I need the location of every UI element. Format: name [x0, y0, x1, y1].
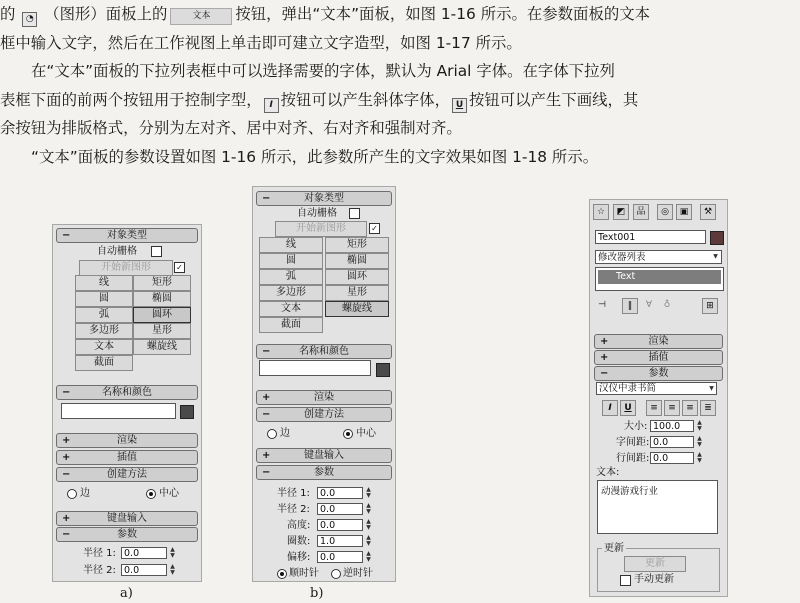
- underline-button[interactable]: U: [620, 400, 636, 416]
- align-center-icon[interactable]: ≡: [664, 400, 680, 416]
- shapes-icon: ◔: [22, 12, 37, 27]
- rectangle-button[interactable]: 矩形: [325, 237, 389, 253]
- rollout-keyboard-entry[interactable]: + 键盘输入: [256, 448, 392, 463]
- start-new-shape-checkbox[interactable]: ✓: [174, 262, 185, 273]
- rollout-label: 创建方法: [107, 469, 147, 480]
- height-label: 高度:: [287, 520, 311, 531]
- italic-button[interactable]: I: [602, 400, 618, 416]
- radius1-spinner[interactable]: ▲ ▼: [170, 546, 175, 559]
- rollout-name-color[interactable]: − 名称和颜色: [56, 385, 198, 400]
- align-right-icon[interactable]: ≡: [682, 400, 698, 416]
- rectangle-button[interactable]: 矩形: [133, 275, 191, 291]
- bias-spinner[interactable]: ▲ ▼: [366, 550, 371, 563]
- text-fragment: 表框下面的前两个按钮用于控制字型，: [0, 90, 262, 109]
- modifier-list-dropdown[interactable]: 修改器列表: [595, 250, 722, 264]
- star-button[interactable]: 星形: [325, 285, 389, 301]
- start-new-shape-button[interactable]: 开始新图形: [275, 221, 367, 237]
- rollout-label: 名称和颜色: [299, 346, 349, 357]
- justify-icon[interactable]: ≣: [700, 400, 716, 416]
- panel-b: [252, 186, 396, 582]
- update-group-label: 更新: [604, 543, 624, 554]
- counterclockwise-radio[interactable]: [331, 569, 341, 579]
- auto-grid-label: 自动栅格: [97, 246, 137, 257]
- text-fragment: （图形）面板上的: [44, 5, 168, 23]
- size-spinner[interactable]: ▲ ▼: [697, 419, 702, 432]
- hierarchy-tab-icon[interactable]: 品: [633, 204, 649, 220]
- line-button[interactable]: 线: [75, 275, 133, 291]
- ellipse-button[interactable]: 椭圆: [133, 291, 191, 307]
- rollout-label: 键盘输入: [107, 513, 147, 524]
- radius2-label: 半径 2:: [277, 504, 310, 515]
- show-end-result-icon[interactable]: ‖: [622, 298, 638, 314]
- radius2-label: 半径 2:: [83, 565, 116, 576]
- section-button[interactable]: 截面: [75, 355, 133, 371]
- clockwise-label: 顺时针: [289, 568, 319, 579]
- circle-button[interactable]: 圆: [75, 291, 133, 307]
- ngon-button[interactable]: 多边形: [75, 323, 133, 339]
- radius1-input[interactable]: 0.0: [317, 487, 363, 499]
- leading-spinner[interactable]: ▲ ▼: [697, 451, 702, 464]
- radius2-input[interactable]: 0.0: [121, 564, 167, 576]
- radius1-label: 半径 1:: [83, 548, 116, 559]
- ellipse-button[interactable]: 椭圆: [325, 253, 389, 269]
- text-line-6: “文本”面板的参数设置如图 1-16 所示，此参数所产生的文字效果如图 1-18 所示。: [31, 147, 599, 166]
- text-line-2: 框中输入文字，然后在工作视图上单击即可建立文字造型，如图 1-17 所示。: [0, 33, 522, 52]
- modify-tab-icon[interactable]: ◩: [613, 204, 629, 220]
- center-label: 中心: [356, 428, 376, 439]
- clockwise-radio[interactable]: [277, 569, 287, 579]
- height-spinner[interactable]: ▲ ▼: [366, 518, 371, 531]
- radius2-spinner[interactable]: ▲ ▼: [366, 502, 371, 515]
- pin-stack-icon[interactable]: ⊣: [598, 300, 606, 310]
- kerning-input[interactable]: 0.0: [650, 436, 694, 448]
- radius1-input[interactable]: 0.0: [121, 547, 167, 559]
- turns-input[interactable]: 1.0: [317, 535, 363, 547]
- configure-modifier-sets-icon[interactable]: ⊞: [702, 298, 718, 314]
- text-label: 文本:: [596, 467, 620, 478]
- helix-button[interactable]: 螺旋线: [133, 339, 191, 355]
- rollout-label: 渲染: [117, 435, 137, 446]
- circle-button[interactable]: 圆: [259, 253, 323, 269]
- rollout-parameters[interactable]: − 参数: [56, 527, 198, 542]
- body-text: [0, 0, 800, 171]
- remove-modifier-icon[interactable]: ♁: [663, 300, 671, 310]
- rollout-label: 名称和颜色: [102, 387, 152, 398]
- center-label: 中心: [159, 488, 179, 499]
- underline-icon: U: [452, 98, 467, 113]
- turns-spinner[interactable]: ▲ ▼: [366, 534, 371, 547]
- object-name-input[interactable]: [61, 403, 176, 419]
- rollout-label: 插值: [117, 452, 137, 463]
- center-radio[interactable]: [343, 429, 353, 439]
- object-color-swatch[interactable]: [180, 405, 194, 419]
- bias-label: 偏移:: [287, 552, 311, 563]
- text-area[interactable]: 动漫游戏行业: [597, 480, 718, 534]
- radius1-label: 半径 1:: [277, 488, 310, 499]
- arc-button[interactable]: 弧: [259, 269, 323, 285]
- size-input[interactable]: 100.0: [650, 420, 694, 432]
- object-name-input[interactable]: Text001: [595, 230, 706, 244]
- rollout-label: 对象类型: [304, 193, 344, 204]
- edge-label: 边: [280, 428, 290, 439]
- font-dropdown[interactable]: 汉仪中隶书简: [596, 382, 717, 395]
- rollout-object-type[interactable]: − 对象类型: [256, 191, 392, 206]
- rollout-interpolation[interactable]: + 插值: [56, 450, 198, 465]
- size-label: 大小:: [624, 421, 648, 432]
- auto-grid-checkbox[interactable]: [151, 246, 162, 257]
- italic-icon: I: [264, 98, 279, 113]
- rollout-label: 参数: [648, 368, 669, 379]
- radius2-input[interactable]: 0.0: [317, 503, 363, 515]
- panel-c: [589, 199, 728, 597]
- motion-tab-icon[interactable]: ◎: [657, 204, 673, 220]
- chevron-down-icon[interactable]: ▼: [709, 385, 714, 392]
- edge-radio[interactable]: [267, 429, 277, 439]
- rollout-render[interactable]: + 渲染: [56, 433, 198, 448]
- edge-radio[interactable]: [67, 489, 77, 499]
- auto-grid-checkbox[interactable]: [349, 208, 360, 219]
- rollout-label: 渲染: [648, 336, 669, 347]
- leading-input[interactable]: 0.0: [650, 452, 694, 464]
- object-color-swatch[interactable]: [710, 231, 724, 245]
- rollout-label: 对象类型: [107, 230, 147, 241]
- start-new-shape-checkbox[interactable]: ✓: [369, 223, 380, 234]
- arc-button[interactable]: 弧: [75, 307, 133, 323]
- rollout-label: 键盘输入: [304, 450, 344, 461]
- donut-button[interactable]: 圆环: [325, 269, 389, 285]
- create-tab-icon[interactable]: ☆: [593, 204, 609, 220]
- leading-label: 行间距:: [616, 453, 650, 464]
- center-radio[interactable]: [146, 489, 156, 499]
- section-button[interactable]: 截面: [259, 317, 323, 333]
- text-fragment: 按钮，弹出“文本”面板，如图 1-16 所示。在参数面板的文本: [235, 5, 651, 23]
- text-line-1: [0, 0, 800, 29]
- make-unique-icon[interactable]: ∀: [645, 300, 653, 310]
- update-button[interactable]: 更新: [624, 556, 686, 572]
- bias-input[interactable]: 0.0: [317, 551, 363, 563]
- rollout-name-color[interactable]: − 名称和颜色: [256, 344, 392, 359]
- helix-button[interactable]: 螺旋线: [325, 301, 389, 317]
- rollout-render[interactable]: + 渲染: [594, 334, 723, 349]
- rollout-render[interactable]: + 渲染: [256, 390, 392, 405]
- ngon-button[interactable]: 多边形: [259, 285, 323, 301]
- radius1-spinner[interactable]: ▲ ▼: [366, 486, 371, 499]
- rollout-keyboard-entry[interactable]: + 键盘输入: [56, 511, 198, 526]
- rollout-creation-method[interactable]: − 创建方法: [256, 407, 392, 422]
- kerning-label: 字间距:: [616, 437, 650, 448]
- radius2-spinner[interactable]: ▲ ▼: [170, 563, 175, 576]
- rollout-label: 参数: [117, 529, 137, 540]
- rollout-parameters[interactable]: − 参数: [594, 366, 723, 381]
- rollout-parameters[interactable]: − 参数: [256, 465, 392, 480]
- text-fragment: 按钮可以产生斜体字体，: [280, 90, 450, 109]
- text-button[interactable]: 文本: [259, 301, 323, 317]
- rollout-label: 插值: [648, 352, 669, 363]
- display-tab-icon[interactable]: ▣: [676, 204, 692, 220]
- object-color-swatch[interactable]: [376, 363, 390, 377]
- rollout-interpolation[interactable]: + 插值: [594, 350, 723, 365]
- chevron-down-icon[interactable]: ▼: [713, 253, 718, 260]
- start-new-shape-button[interactable]: 开始新图形: [79, 260, 173, 276]
- caption-b: b): [310, 586, 324, 601]
- text-line-3: 在“文本”面板的下拉列表框中可以选择需要的字体，默认为 Arial 字体。在字体下拉列: [31, 62, 615, 80]
- text-button[interactable]: 文本: [75, 339, 133, 355]
- align-left-icon[interactable]: ≡: [646, 400, 662, 416]
- star-button[interactable]: 星形: [133, 323, 191, 339]
- text-line-5: 余按钮为排版格式，分别为左对齐、居中对齐、右对齐和强制对齐。: [0, 119, 462, 137]
- rollout-label: 渲染: [314, 392, 334, 403]
- panel-a: [52, 224, 202, 582]
- caption-a: a): [120, 586, 133, 601]
- utilities-tab-icon[interactable]: ⚒: [700, 204, 716, 220]
- text-button-illustration: 文本: [170, 8, 232, 25]
- auto-grid-label: 自动栅格: [297, 208, 337, 219]
- modifier-stack-list[interactable]: [595, 267, 724, 291]
- donut-button[interactable]: 圆环: [133, 307, 191, 323]
- manual-update-label: 手动更新: [634, 574, 674, 585]
- height-input[interactable]: 0.0: [317, 519, 363, 531]
- object-name-input[interactable]: [259, 360, 371, 376]
- stack-item-text[interactable]: Text: [598, 270, 721, 284]
- counterclockwise-label: 逆时针: [343, 568, 373, 579]
- manual-update-checkbox[interactable]: [620, 575, 631, 586]
- kerning-spinner[interactable]: ▲ ▼: [697, 435, 702, 448]
- rollout-label: 参数: [314, 467, 334, 478]
- text-line-4: [0, 86, 800, 115]
- rollout-creation-method[interactable]: − 创建方法: [56, 467, 198, 482]
- rollout-label: 创建方法: [304, 409, 344, 420]
- turns-label: 圈数:: [287, 536, 311, 547]
- line-button[interactable]: 线: [259, 237, 323, 253]
- rollout-object-type[interactable]: − 对象类型: [56, 228, 198, 243]
- text-fragment: 按钮可以产生下画线，其: [468, 90, 639, 109]
- edge-label: 边: [80, 488, 90, 499]
- text-fragment: 的: [0, 5, 16, 23]
